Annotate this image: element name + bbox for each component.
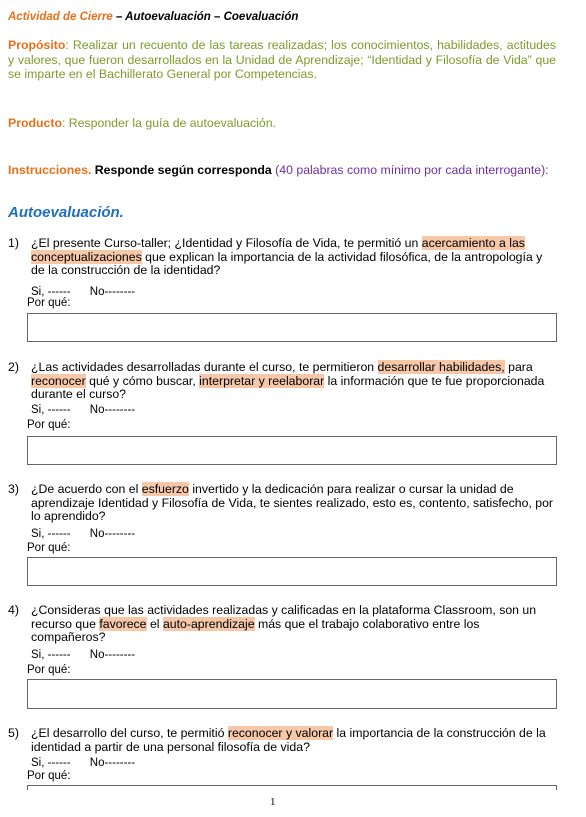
question-5 [8,727,556,754]
question-text-part: para [504,360,533,374]
question-number: 5) [8,726,19,740]
section-title: Autoevaluación. [8,204,124,221]
header-subtitle: – Autoevaluación – Coevaluación [112,11,299,23]
si-option: Si, ------ [31,757,71,769]
question-text-part: la información que te fue proporcionada durante el curso? [31,373,545,402]
question-text-part: ¿El desarrollo del curso, te permitió [31,726,228,740]
highlight: auto-aprendizaje [162,616,255,631]
por-que-label: Por qué: [27,419,71,431]
question-text-part: ¿Las actividades desarrolladas durante el curso, te permitieron [31,360,378,374]
si-no-options [31,528,135,540]
question-text-part: invertido y la dedicación para realizar o cursar la unidad de aprendizaje Identidad y Filosofía de Vida, te sientes realizado, esto es, contento, satisfecho, por lo aprendido? [31,482,554,524]
question-text [31,483,556,524]
question-text-part: más que el trabajo colaborativo entre los compañeros? [31,616,480,645]
instrucciones-bold: Responde según corresponda [91,163,272,177]
instrucciones-note: (40 palabras como mínimo por cada interrogante): [271,163,549,177]
si-no-options [31,649,135,661]
question-number: 4) [8,603,19,617]
por-que-label: Por qué: [27,297,71,309]
question-4 [8,604,556,645]
no-option: No-------- [89,404,136,416]
por-que-label: Por qué: [27,664,71,676]
highlight: favorece [99,616,147,631]
producto-label: Producto [8,116,62,130]
no-option: No-------- [89,528,136,540]
proposito-paragraph [8,38,556,82]
instrucciones-paragraph [8,163,556,178]
question-text-part: qué y cómo buscar, [85,373,200,388]
question-text [31,604,556,645]
si-option: Si, ------ [31,286,71,298]
si-option: Si, ------ [31,649,71,661]
question-1 [8,237,556,278]
por-que-label: Por qué: [27,542,71,554]
no-option: No-------- [89,286,136,298]
highlight: desarrollar habilidades, [377,360,505,374]
si-no-options [31,757,135,769]
por-que-label: Por qué: [27,770,71,782]
answer-box-5[interactable] [27,785,557,790]
instrucciones-label: Instrucciones. [8,163,92,177]
question-number: 2) [8,360,19,374]
no-option: No-------- [89,649,136,661]
header-activity: Actividad de Cierre [8,11,113,23]
question-text-part: ¿El presente Curso-taller; ¿Identidad y Filosofía de Vida, te permitió un [31,236,422,250]
document-header [8,11,298,23]
question-text-part: la importancia de la construcción de la identidad a partir de una personal filosofía de vida? [31,726,546,754]
question-text [31,237,556,278]
proposito-label: Propósito [8,38,66,52]
question-text-part: ¿De acuerdo con el [31,482,142,496]
question-text-part: el [146,616,163,631]
highlight: acercamiento a las conceptualizaciones [31,236,525,264]
highlight: reconocer [31,373,86,388]
question-2 [8,361,556,402]
question-text-part: que explican la importancia de la actividad filosófica, de la antropología y de la construcción de la identidad? [31,249,543,278]
question-number: 3) [8,482,19,496]
answer-box-2[interactable] [27,436,557,465]
answer-box-1[interactable] [27,313,557,342]
question-number: 1) [8,236,19,250]
si-no-options [31,404,135,416]
answer-box-4[interactable] [27,679,557,709]
page-number: 1 [270,796,276,808]
si-option: Si, ------ [31,528,71,540]
no-option: No-------- [89,757,136,769]
producto-text: : Responder la guía de autoevaluación. [61,116,276,130]
question-text [31,361,556,402]
question-text-part: ¿Consideras que las actividades realizadas y calificadas en la plataforma Classroom, son un recurso que [31,603,537,631]
proposito-text: : Realizar un recuento de las tareas realizadas; los conocimientos, habilidades, actitudes y valores, que fueron desarrollados en la Unidad de Aprendizaje; “Identidad y Filosofía de Vida” que se imparte en el Bachillerato General por Competencias. [8,38,556,81]
answer-box-3[interactable] [27,557,557,586]
si-option: Si, ------ [31,404,71,416]
question-3 [8,483,556,524]
question-text [31,727,556,754]
producto-paragraph [8,116,556,131]
highlight: esfuerzo [141,482,189,496]
highlight: interpretar y reelaborar [199,373,325,388]
highlight: reconocer y valorar [227,726,334,740]
